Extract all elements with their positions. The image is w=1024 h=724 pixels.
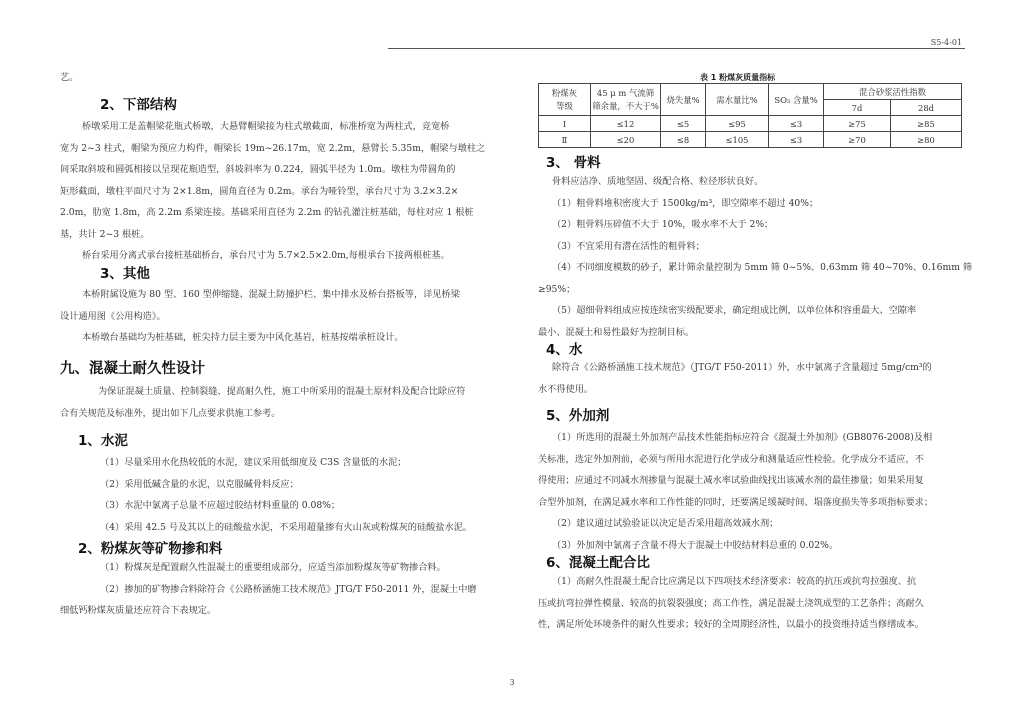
heading-other: 3、其他 [100, 266, 150, 282]
paragraph-line: 水不得使用。 [538, 383, 594, 395]
header-7d: 7d [824, 100, 891, 116]
list-item: （2）掺加的矿物掺合料除符合《公路桥涵施工技术规范》JTG/T F50-2011 外，混凝土中磨 [100, 583, 477, 595]
paragraph-line: 合型外加剂，在满足减水率和工作性能的同时，还要满足缓凝时间、塌落度损失等多项指标要求； [538, 496, 934, 508]
paragraph-line: （1）高耐久性混凝土配合比应满足以下四项技术经济要求：较高的抗压或抗弯拉强度、抗 [552, 576, 917, 587]
cell-7d: ≥70 [824, 132, 891, 148]
list-item: （3）外加剂中氯离子含量不得大于混凝土中胶结材料总重的 0.02%。 [552, 539, 839, 551]
durability-text [60, 381, 466, 424]
header-activity-index: 混合砂浆活性指数 [824, 84, 962, 100]
cell-sieve: ≤20 [591, 132, 661, 148]
header-28d: 28d [891, 100, 962, 116]
paragraph-line: 设计通用图《公用构造》。 [60, 310, 166, 322]
paragraph-line: 最小、混凝土和易性最好为控制目标。 [538, 326, 695, 338]
heading-substructure: 2、下部结构 [100, 97, 177, 113]
paragraph-line: 细低钙粉煤灰质量还应符合下表规定。 [60, 605, 217, 616]
cell-water: ≤95 [706, 116, 769, 132]
list-item: （5）超细骨料组成应按连续密实级配要求，确定组成比例，以单位体积容重最大、空隙率 [552, 305, 917, 316]
paragraph-line: 合有关规范及标准外，提出如下几点要求供施工参考。 [60, 407, 281, 419]
list-item: （1）粉煤灰是配置耐久性混凝土的重要组成部分，应适当添加粉煤灰等矿物掺合料。 [100, 562, 446, 573]
heading-aggregate: 3、 骨料 [546, 155, 601, 171]
paragraph-line: 矩形截面，墩柱平面尺寸为 2×1.8m，圆角直径为 0.2m。承台为哑铃型，承台尺寸为 3.2×3.2× [60, 185, 459, 197]
cell-so3: ≤3 [769, 132, 824, 148]
cell-28d: ≥85 [891, 116, 962, 132]
paragraph-line: 得使用；应通过不同减水剂掺量与混凝土减水率试验曲线找出该减水剂的最佳掺量；如果采用复 [538, 475, 924, 486]
header-sieve-residue: 45 μ m 气流筛 筛余量，不大于% [591, 84, 661, 116]
heading-durability: 九、混凝土耐久性设计 [60, 361, 205, 377]
list-item: （4）采用 42.5 号及其以上的硅酸盐水泥，不采用超量掺有火山灰或粉煤灰的硅酸盐水泥。 [100, 521, 473, 533]
other-text [60, 284, 460, 349]
list-item: （2）建议通过试验验证以决定是否采用超高效减水剂； [552, 518, 779, 529]
cell-so3: ≤3 [769, 116, 824, 132]
list-item: （2）粗骨料压碎值不大于 10%，吸水率不大于 2%； [552, 219, 774, 230]
paragraph-line: 基，共计 2~3 根桩。 [60, 228, 150, 240]
table-row [539, 116, 962, 132]
table-row [539, 132, 962, 148]
document-code: S5-4-01 [930, 38, 962, 47]
list-item: （3）水泥中氯离子总量不应超过胶结材料重量的 0.08%； [100, 500, 341, 511]
page-number: 3 [509, 678, 515, 687]
cell-water: ≤105 [706, 132, 769, 148]
cement-text [100, 452, 472, 538]
heading-mix-ratio: 6、混凝土配合比 [546, 555, 650, 571]
substructure-text [60, 116, 485, 267]
mix-ratio-text [538, 571, 924, 636]
cell-loss: ≤5 [661, 116, 706, 132]
list-item: （2）采用低碱含量的水泥，以克服碱骨料反应； [100, 478, 299, 490]
paragraph-line: 本桥附属设施为 80 型、160 型伸缩缝、混凝土防撞护栏、集中排水及桥台搭板等，详见桥梁 [82, 289, 460, 300]
header-grade: 粉煤灰 等级 [539, 84, 591, 116]
paragraph-line: 除符合《公路桥涵施工技术规范》（JTG/T F50-2011）外，水中氯离子含量超过 5mg/cm³的 [552, 362, 932, 373]
paragraph-line: 性，满足所处环境条件的耐久性要求；较好的全周期经济性，以最小的投资维持适当修缮成本。 [538, 619, 924, 630]
cell-grade: Ⅱ [539, 132, 591, 148]
intro-tail: 艺。 [60, 72, 79, 83]
paragraph-line: 为保证混凝土质量、控制裂缝、提高耐久性，施工中所采用的混凝土原材料及配合比除应符 [98, 386, 466, 397]
heading-cement: 1、水泥 [78, 433, 128, 449]
paragraph-line: 桥墩采用工是盖帽梁花瓶式桥墩，大悬臂帽梁接为柱式墩截面，标准桥宽为两柱式，竞宽桥 [82, 121, 450, 132]
admixture-text [538, 427, 933, 556]
heading-flyash: 2、粉煤灰等矿物掺和料 [78, 541, 223, 557]
heading-water: 4、水 [546, 342, 583, 358]
water-text [538, 357, 932, 400]
paragraph-line: 骨料应洁净、质地坚固、级配合格、粒径形状良好。 [552, 176, 764, 187]
paragraph-line: 桥台采用分离式承台接桩基础桥台，承台尺寸为 5.7×2.5×2.0m,每根承台下接两根桩基。 [82, 250, 450, 261]
cell-sieve: ≤12 [591, 116, 661, 132]
cell-loss: ≤8 [661, 132, 706, 148]
header-so3: SO₃ 含量% [769, 84, 824, 116]
paragraph-line: 关标准，选定外加剂前，必须与所用水泥进行化学成分和测量适应性检验。化学成分不适应，不 [538, 453, 924, 465]
heading-admixture: 5、外加剂 [546, 408, 610, 424]
header-rule [388, 48, 965, 49]
table-caption: 表 1 粉煤灰质量指标 [700, 73, 776, 82]
fly-ash-quality-table [538, 83, 962, 148]
paragraph-line: 间采取斜坡和圆弧相接以呈现花瓶造型，斜坡斜率为 0.224，圆弧半径为 1.0m。墩柱为带圆角的 [60, 164, 456, 175]
flyash-text [60, 557, 477, 622]
list-item: （1）粗骨料堆积密度大于 1500kg/m³，即空隙率不超过 40%； [552, 197, 819, 209]
paragraph-line: 压或抗弯拉弹性模量、较高的抗裂裂强度；高工作性，满足混凝土浇筑成型的工艺条件；高耐久 [538, 597, 924, 609]
cell-grade: Ⅰ [539, 116, 591, 132]
paragraph-line: 2.0m，肋宽 1.8m，高 2.2m 系梁连接。基础采用直径为 2.2m 的钻孔灌注桩基础，每柱对应 1 根桩 [60, 207, 474, 218]
list-item: （4）不同细度模数的砂子，累计筛余量控制为 5mm 筛 0~5%、0.63mm 筛 40~70%、0.16mm 筛 [552, 262, 973, 273]
paragraph-line: 宽为 2~3 柱式，帽梁为预应力构件，帽梁长 19m~26.17m，宽 2.2m，悬臂长 5.35m，帽梁与墩柱之 [60, 142, 486, 154]
list-item: （1）所选用的混凝土外加剂产品技术性能指标应符合《混凝土外加剂》(GB8076-2008)及相 [552, 432, 933, 443]
cell-28d: ≥80 [891, 132, 962, 148]
header-loss-on-ignition: 烧失量% [661, 84, 706, 116]
cell-7d: ≥75 [824, 116, 891, 132]
aggregate-text [538, 171, 972, 343]
list-item: （3）不宜采用有潜在活性的粗骨料； [552, 240, 705, 252]
paragraph-line: ≥95%； [538, 283, 576, 295]
list-item: （1）尽量采用水化热较低的水泥，建议采用低细度及 C3S 含量低的水泥； [100, 457, 407, 468]
paragraph-line: 本桥墩台基础均为桩基础，桩尖持力层主要为中风化基岩，桩基按端承桩设计。 [82, 332, 404, 343]
header-water-demand: 需水量比% [706, 84, 769, 116]
